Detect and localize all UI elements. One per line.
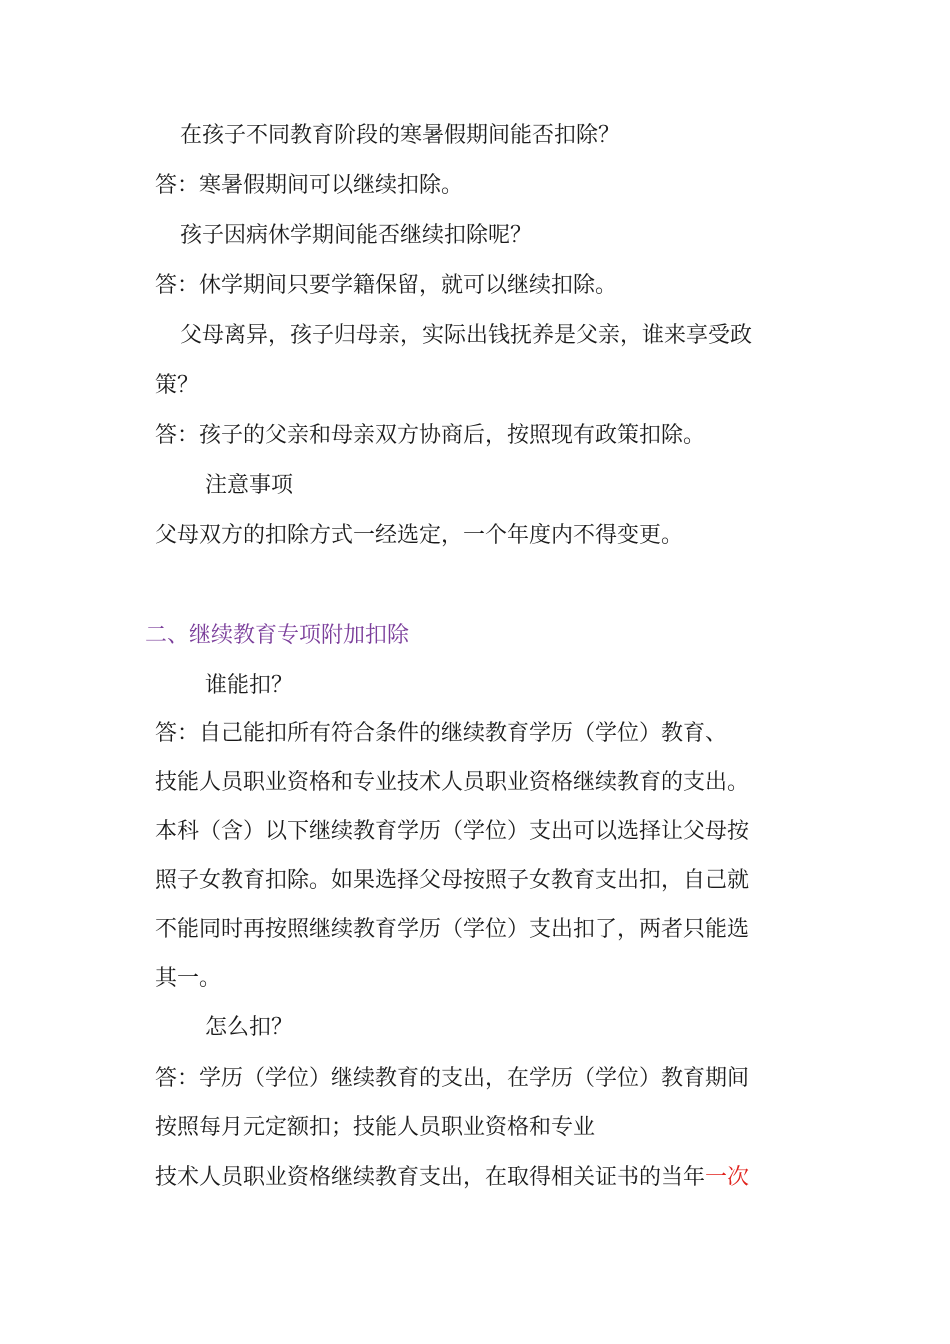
how-to-deduct-title: 怎么扣？ (205, 1015, 294, 1040)
who-answer-line: 本科（含）以下继续教育学历（学位）支出可以选择让父母按 (155, 819, 750, 844)
who-answer-line: 其一。 (155, 966, 222, 991)
question-divorced-parents-line2: 策？ (155, 373, 200, 398)
how-answer-last-text: 技术人员职业资格继续教育支出，在取得相关证书的当年 (155, 1165, 706, 1190)
question-sick-leave: 孩子因病休学期间能否继续扣除呢？ (180, 223, 533, 248)
note-text: 父母双方的扣除方式一经选定，一个年度内不得变更。 (155, 523, 684, 548)
how-answer-line: 答：学历（学位）继续教育的支出，在学历（学位）教育期间 (155, 1066, 750, 1091)
who-can-deduct-title: 谁能扣？ (205, 673, 294, 698)
question-winter-summer-break: 在孩子不同教育阶段的寒暑假期间能否扣除？ (180, 123, 621, 148)
note-title: 注意事项 (205, 473, 294, 498)
who-answer-line: 答：自己能扣所有符合条件的继续教育学历（学位）教育、 (155, 721, 728, 746)
how-answer-line: 按照每月元定额扣；技能人员职业资格和专业 (155, 1115, 596, 1140)
how-answer-last-line (155, 1162, 805, 1194)
section-heading-continuing-education: 二、继续教育专项附加扣除 (145, 623, 410, 648)
highlight-text: 一次 (705, 1165, 750, 1190)
who-answer-line: 技能人员职业资格和专业技术人员职业资格继续教育的支出。 (155, 770, 750, 795)
answer-sick-leave: 答：休学期间只要学籍保留，就可以继续扣除。 (155, 273, 618, 298)
answer-divorced-parents: 答：孩子的父亲和母亲双方协商后，按照现有政策扣除。 (155, 423, 706, 448)
answer-winter-summer-break: 答：寒暑假期间可以继续扣除。 (155, 173, 464, 198)
question-divorced-parents-line1: 父母离异，孩子归母亲，实际出钱抚养是父亲，谁来享受政 (180, 323, 753, 348)
who-answer-line: 照子女教育扣除。如果选择父母按照子女教育支出扣，自己就 (155, 868, 750, 893)
who-answer-line: 不能同时再按照继续教育学历（学位）支出扣了，两者只能选 (155, 917, 750, 942)
